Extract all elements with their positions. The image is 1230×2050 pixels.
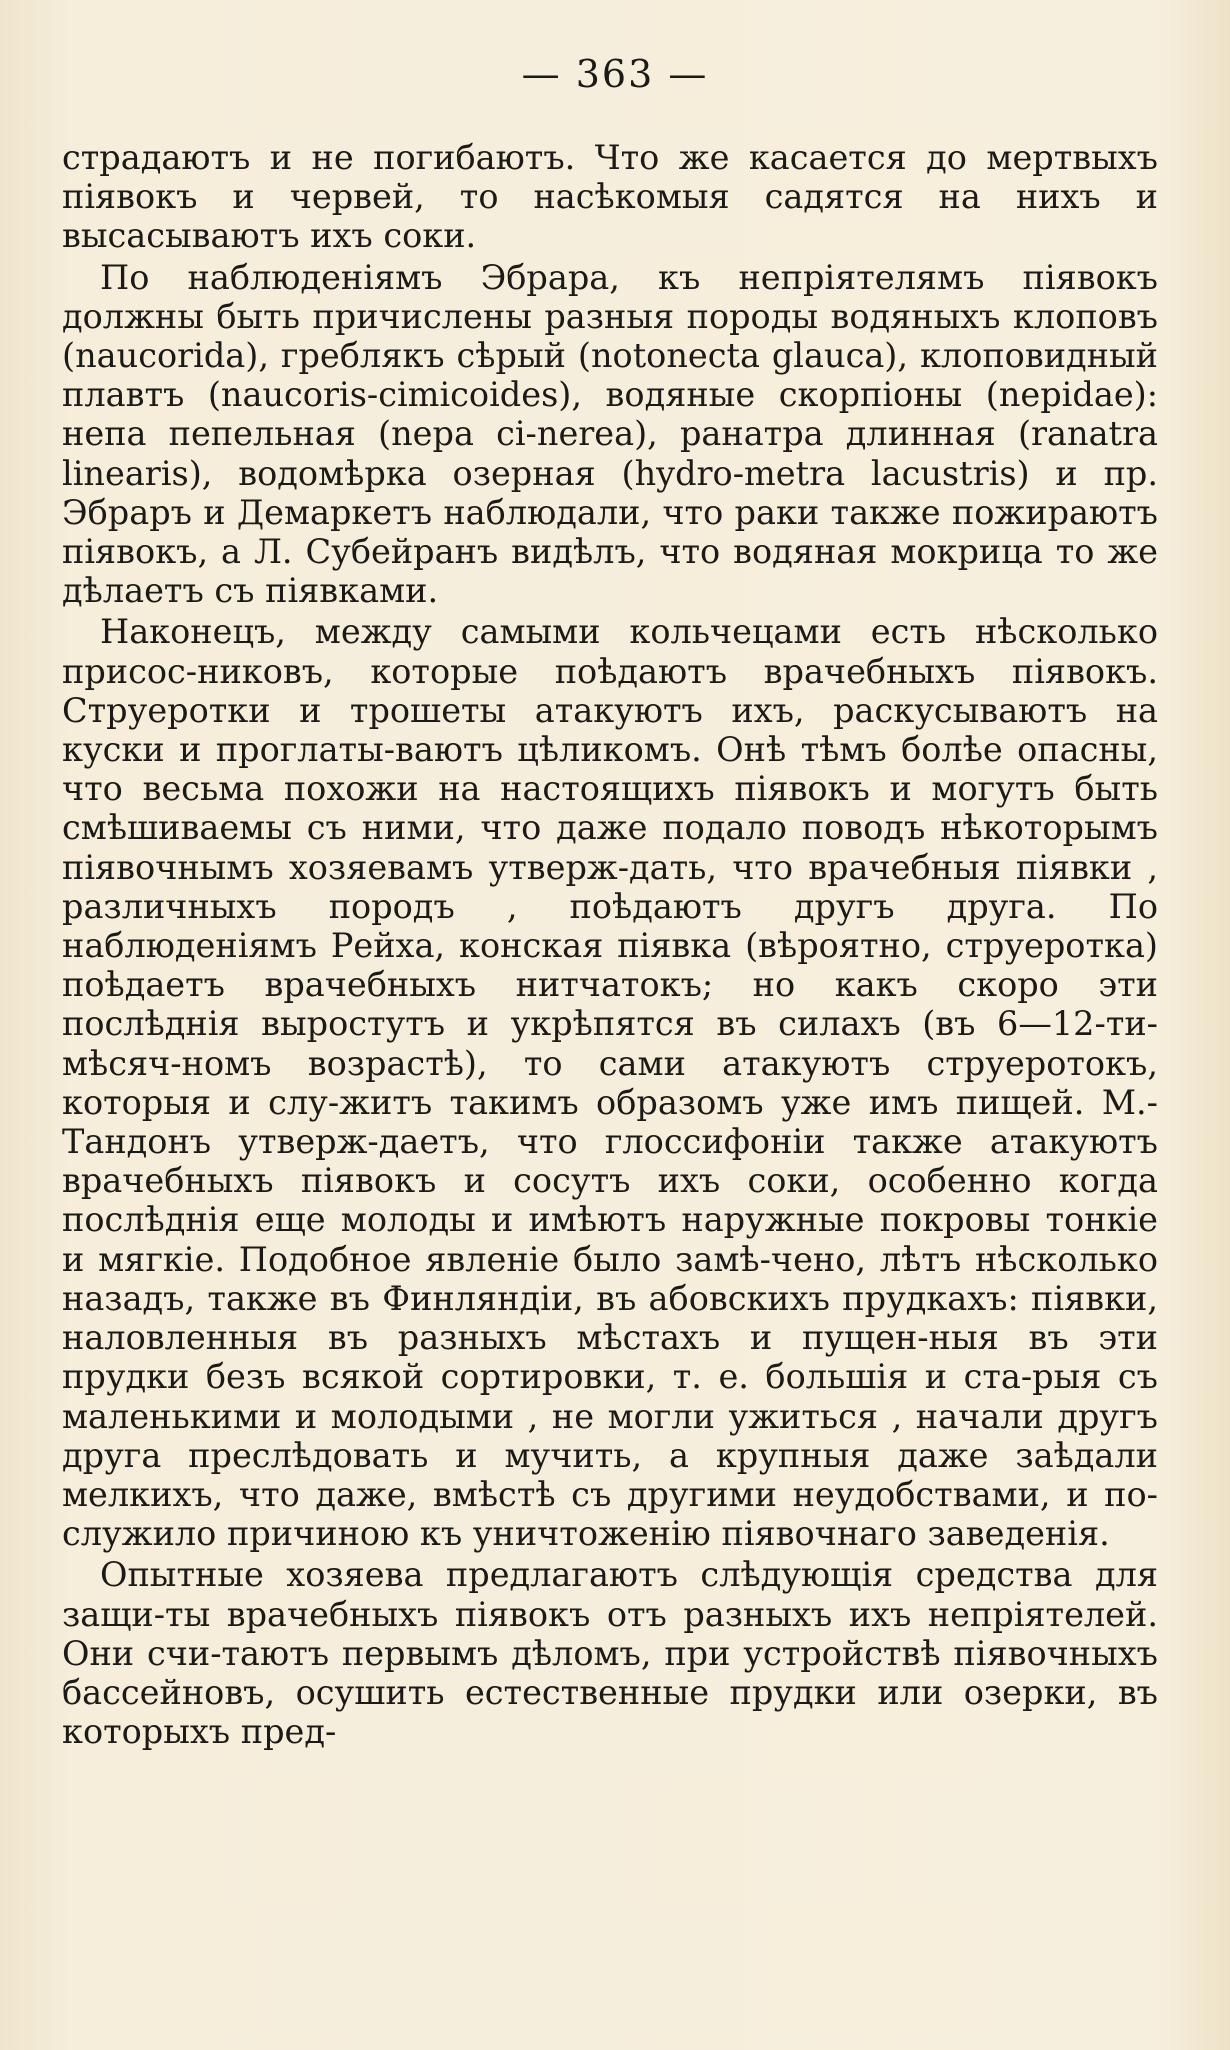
paragraph-4: Опытные хозяева предлагаютъ слѣдующія средства для защи-ты врачебныхъ піявокъ отъ разныхъ ихъ непріятелей. Они счи-таютъ первымъ дѣломъ, при устройствѣ піявочныхъ бассейновъ, осушить естественные прудки или озерки, въ которыхъ пред- <box>62 1555 1158 1752</box>
paragraph-1: страдаютъ и не погибаютъ. Что же касается до мертвыхъ піявокъ и червей, то насѣкомыя садятся на нихъ и высасываютъ ихъ соки. <box>62 138 1158 256</box>
page-number: — 363 — <box>521 52 709 96</box>
paragraph-2: По наблюденіямъ Эбрара, къ непріятелямъ піявокъ должны быть причислены разныя породы водяныхъ клоповъ (naucorida), греблякъ сѣрый (notonecta glauca), клоповидный плавтъ (naucoris-cimicoides), водяные скорпіоны (nepidae): непа пепельная (nepa ci-nerea), ранатра длинная (ranatra linearis), водомѣрка озерная (hydro-metra lacustris) и пр. Эбраръ и Демаркетъ наблюдали, что раки также пожираютъ піявокъ, а Л. Субейранъ видѣлъ, что водяная мокрица то же дѣлаетъ съ піявками. <box>62 257 1158 611</box>
paragraph-3: Наконецъ, между самыми кольчецами есть нѣсколько присос-никовъ, которые поѣдаютъ врачебныхъ піявокъ. Струеротки и трошеты атакуютъ ихъ, раскусываютъ на куски и проглаты-ваютъ цѣликомъ. Онѣ тѣмъ болѣе опасны, что весьма похожи на настоящихъ піявокъ и могутъ быть смѣшиваемы съ ними, что даже подало поводъ нѣкоторымъ піявочнымъ хозяевамъ утверж-дать, что врачебныя піявки , различныхъ породъ , поѣдаютъ другъ друга. По наблюденіямъ Рейха, конская піявка (вѣроятно, струеротка) поѣдаетъ врачебныхъ нитчатокъ; но какъ скоро эти послѣднія выростутъ и укрѣпятся въ силахъ (въ 6—12-ти-мѣсяч-номъ возрастѣ), то сами атакуютъ струеротокъ, которыя и слу-житъ такимъ образомъ уже имъ пищей. М.-Тандонъ утверж-даетъ, что глоссифоніи также атакуютъ врачебныхъ піявокъ и сосутъ ихъ соки, особенно когда послѣднія еще молоды и имѣютъ наружные покровы тонкіе и мягкіе. Подобное явленіе было замѣ-чено, лѣтъ нѣсколько назадъ, также въ Финляндіи, въ абовскихъ прудкахъ: піявки, наловленныя въ разныхъ мѣстахъ и пущен-ныя въ эти прудки безъ всякой сортировки, т. е. большія и ста-рыя съ маленькими и молодыми , не могли ужиться , начали другъ друга преслѣдовать и мучить, а крупныя даже заѣдали мелкихъ, что даже, вмѣстѣ съ другими неудобствами, и по-служило причиною къ уничтоженію піявочнаго заведенія. <box>62 612 1158 1554</box>
body-text <box>62 138 1158 1751</box>
